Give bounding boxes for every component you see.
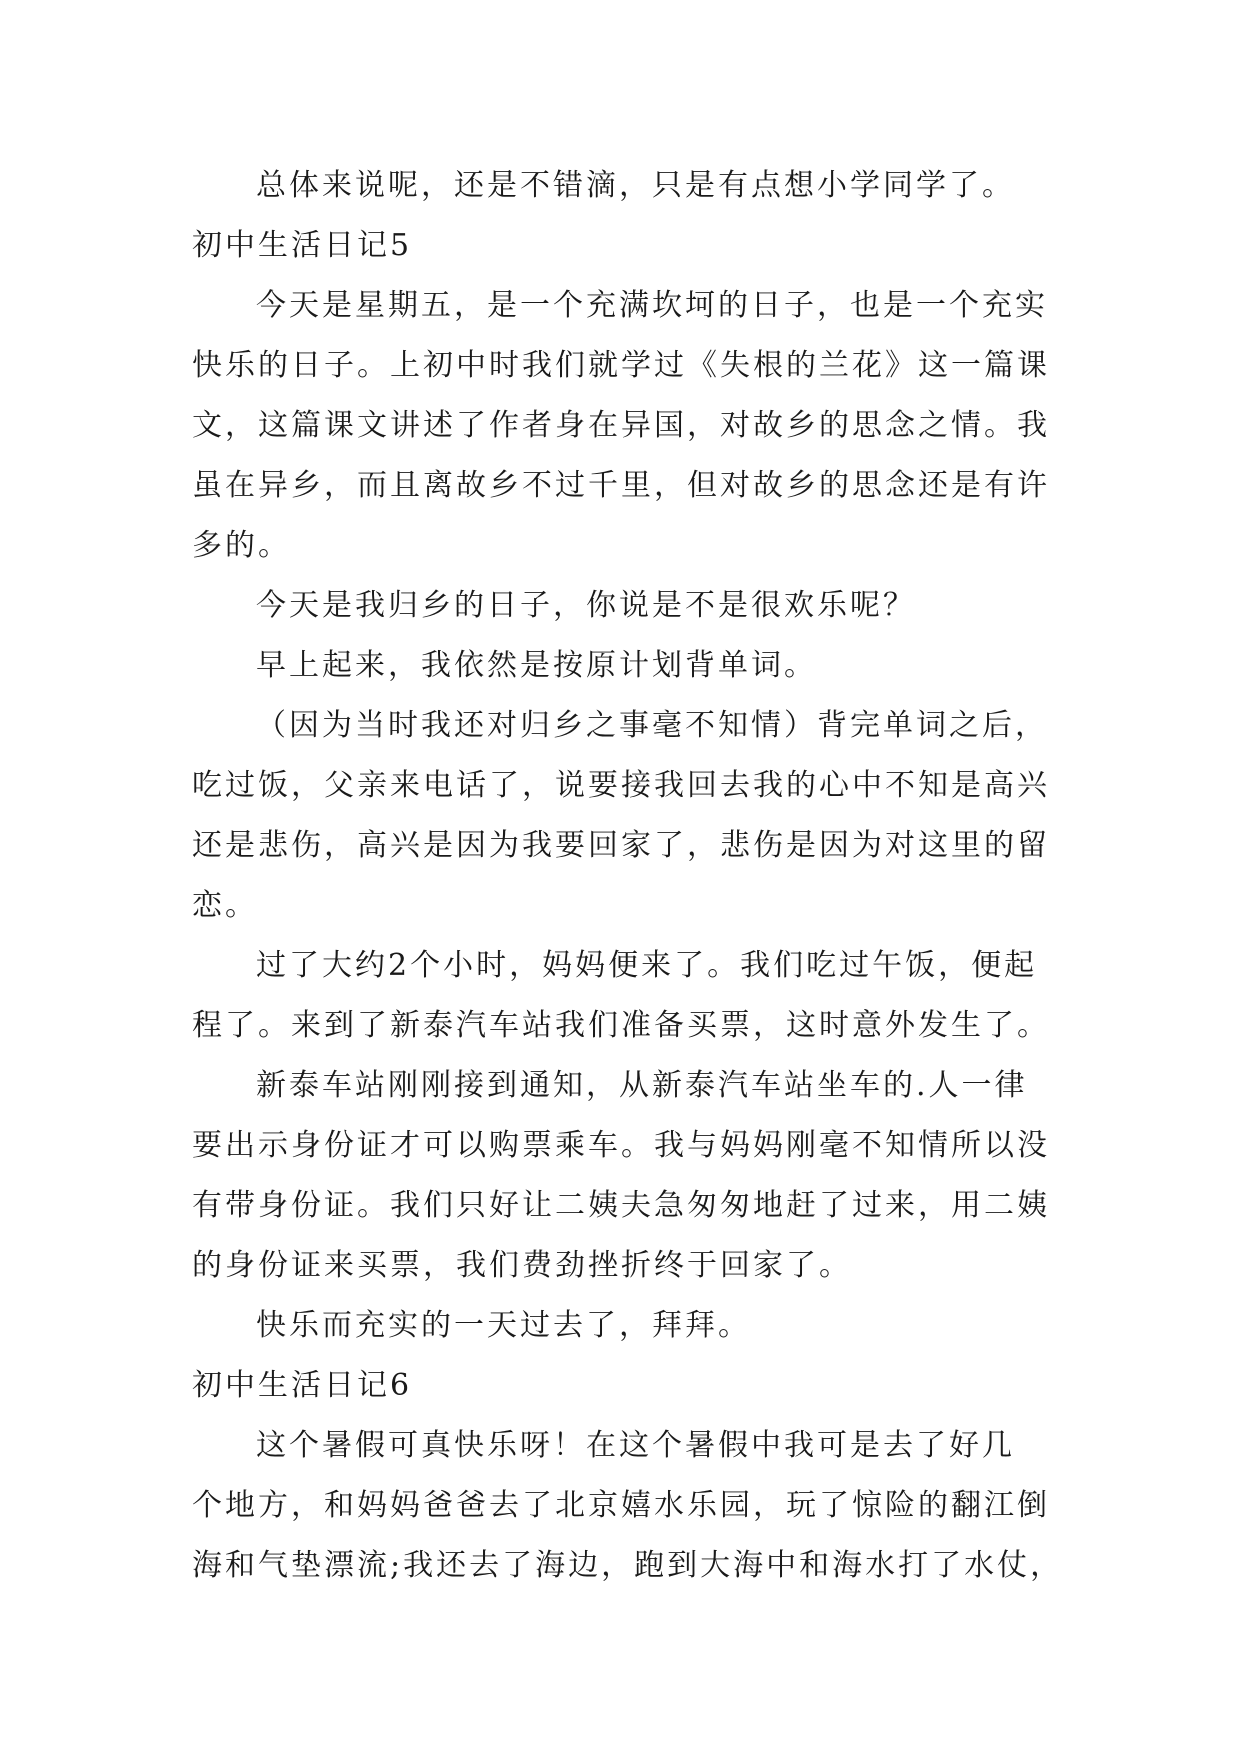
- paragraph-line: 虽在异乡，而且离故乡不过千里，但对故乡的思念还是有许: [192, 468, 1050, 503]
- paragraph-line: 快乐而充实的一天过去了，拜拜。: [256, 1308, 751, 1343]
- paragraph-line: 程了。来到了新泰汽车站我们准备买票，这时意外发生了。: [192, 1008, 1050, 1043]
- paragraph-line: 这个暑假可真快乐呀！在这个暑假中我可是去了好几: [256, 1428, 1015, 1463]
- paragraph-line: 还是悲伤，高兴是因为我要回家了，悲伤是因为对这里的留: [192, 828, 1050, 863]
- paragraph-line: 多的。: [192, 528, 291, 563]
- paragraph-line: 个地方，和妈妈爸爸去了北京嬉水乐园，玩了惊险的翻江倒: [192, 1488, 1050, 1523]
- paragraph-line: 过了大约2个小时，妈妈便来了。我们吃过午饭，便起: [256, 948, 1038, 983]
- paragraph-line: 今天是星期五，是一个充满坎坷的日子，也是一个充实: [256, 288, 1048, 323]
- paragraph-line: 快乐的日子。上初中时我们就学过《失根的兰花》这一篇课: [192, 348, 1050, 383]
- paragraph-line: （因为当时我还对归乡之事毫不知情）背完单词之后，: [256, 708, 1048, 743]
- paragraph-line: 今天是我归乡的日子，你说是不是很欢乐呢？: [256, 588, 916, 623]
- paragraph-line: 有带身份证。我们只好让二姨夫急匆匆地赶了过来，用二姨: [192, 1188, 1050, 1223]
- paragraph-line: 海和气垫漂流;我还去了海边，跑到大海中和海水打了水仗，: [192, 1548, 1064, 1583]
- section-heading: 初中生活日记5: [192, 228, 413, 263]
- paragraph-line: 吃过饭，父亲来电话了，说要接我回去我的心中不知是高兴: [192, 768, 1050, 803]
- paragraph-line: 新泰车站刚刚接到通知，从新泰汽车站坐车的.人一律: [256, 1068, 1028, 1103]
- paragraph-line: 的身份证来买票，我们费劲挫折终于回家了。: [192, 1248, 852, 1283]
- paragraph-line: 总体来说呢，还是不错滴，只是有点想小学同学了。: [256, 168, 1015, 203]
- paragraph-line: 恋。: [192, 888, 258, 923]
- section-heading: 初中生活日记6: [192, 1368, 413, 1403]
- paragraph-line: 早上起来，我依然是按原计划背单词。: [256, 648, 817, 683]
- paragraph-line: 文，这篇课文讲述了作者身在异国，对故乡的思念之情。我: [192, 408, 1050, 443]
- paragraph-line: 要出示身份证才可以购票乘车。我与妈妈刚毫不知情所以没: [192, 1128, 1050, 1163]
